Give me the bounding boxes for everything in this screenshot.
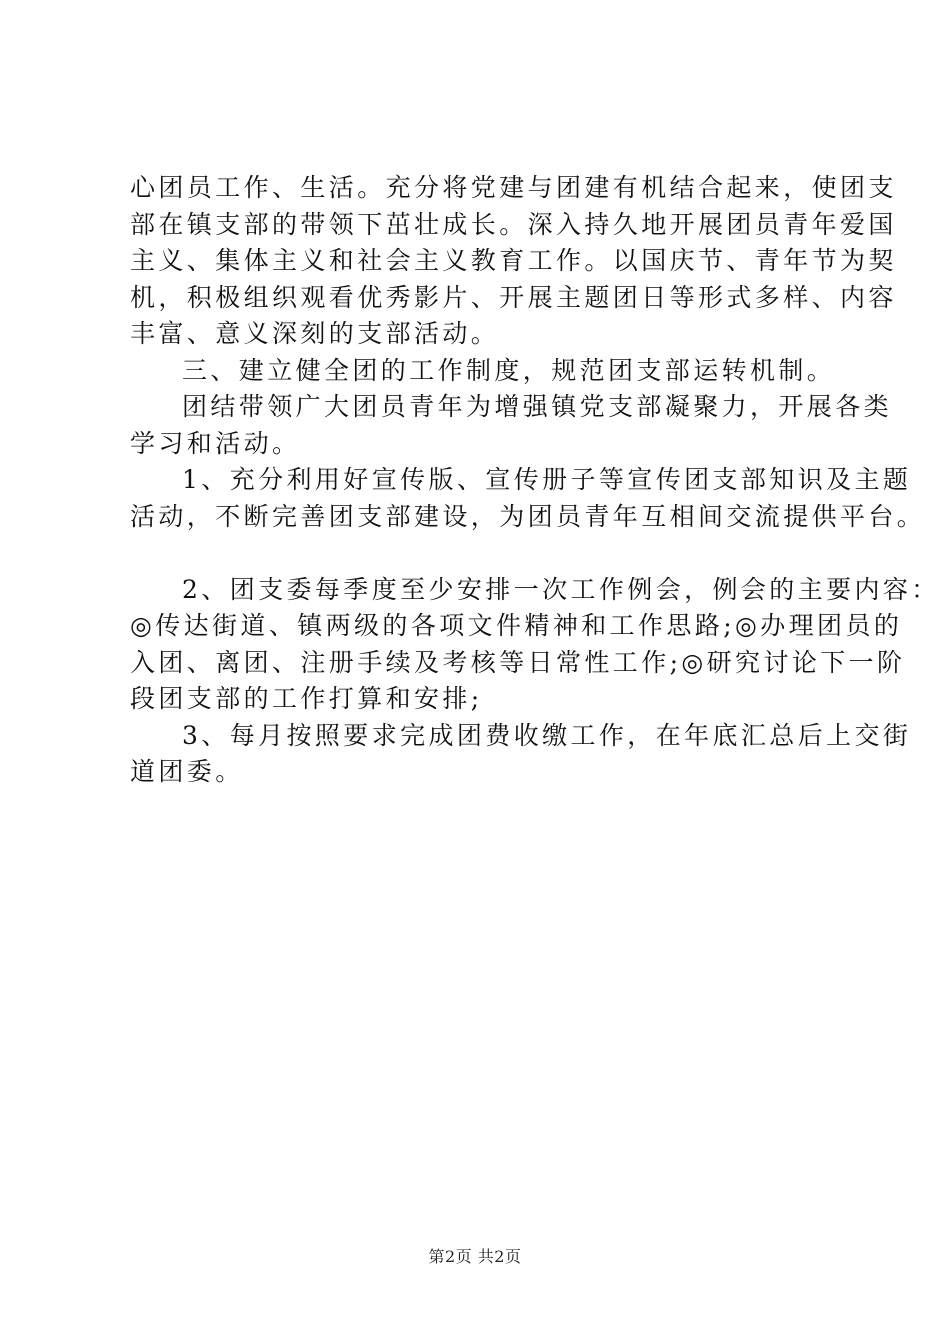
list-item-1: 1、充分利用好宣传版、宣传册子等宣传团支部知识及主题 xyxy=(182,465,912,494)
text-line: 丰富、意义深刻的支部活动。 xyxy=(130,319,500,348)
list-item-3: 3、每月按照要求完成团费收缴工作，在年底汇总后上交街 xyxy=(182,720,912,750)
text-line: 段团支部的工作打算和安排; xyxy=(130,684,483,713)
page-number-footer: 第2页 共2页 xyxy=(428,1247,522,1266)
text-line: 主义、集体主义和社会主义教育工作。以国庆节、青年节为契 xyxy=(130,246,897,275)
document-body xyxy=(130,170,940,791)
text-line: 活动，不断完善团支部建设，为团员青年互相间交流提供平台。 xyxy=(130,501,926,531)
text-line: ◎传达街道、镇两级的各项文件精神和工作思路;◎办理团员的 xyxy=(130,611,903,640)
list-item-2: 2、团支委每季度至少安排一次工作例会，例会的主要内容： xyxy=(182,574,940,604)
text-line: 道团委。 xyxy=(130,757,244,786)
text-line: 团结带领广大团员青年为增强镇党支部凝聚力，开展各类 xyxy=(182,392,893,421)
text-line: 部在镇支部的带领下茁壮成长。深入持久地开展团员青年爱国 xyxy=(130,209,897,239)
text-line: 心团员工作、生活。充分将党建与团建有机结合起来，使团支 xyxy=(130,173,897,202)
paragraph-gap xyxy=(130,535,845,572)
text-line: 学习和活动。 xyxy=(130,428,301,458)
section-heading: 三、建立健全团的工作制度，规范团支部运转机制。 xyxy=(182,355,836,385)
text-line: 入团、离团、注册手续及考核等日常性工作;◎研究讨论下一阶 xyxy=(130,647,906,677)
text-line: 机，积极组织观看优秀影片、开展主题团日等形式多样、内容 xyxy=(130,282,897,312)
